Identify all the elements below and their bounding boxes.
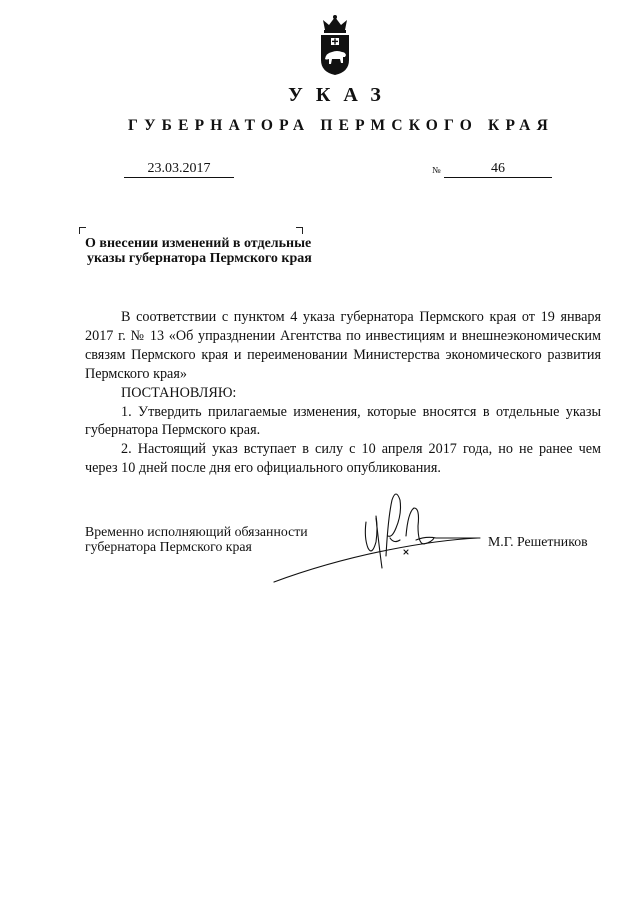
subject-corner-right	[296, 227, 303, 234]
perm-krai-coat-of-arms-icon	[317, 14, 353, 76]
document-issuer: ГУБЕРНАТОРА ПЕРМСКОГО КРАЯ	[128, 117, 554, 134]
item-1-paragraph: 1. Утвердить прилагаемые изменения, которые вносятся в отдельные указы губернатора Пермского края.	[85, 403, 601, 439]
document-title: УКАЗ	[288, 84, 394, 106]
subject-line-1: О внесении изменений в отдельные	[85, 236, 312, 251]
position-line-1: Временно исполняющий обязанности	[85, 524, 308, 539]
handwritten-signature-icon	[268, 478, 498, 590]
preamble-paragraph: В соответствии с пунктом 4 указа губернатора Пермского края от 19 января 2017 г. № 13 «Об упразднении Агентства по инвестициям и внешнеэкономическим связям Пермского края и переименовании Министерства экономического развития Пермского края»	[85, 309, 601, 382]
document-body	[85, 308, 601, 478]
position-line-2: губернатора Пермского края	[85, 539, 252, 554]
document-subject	[85, 236, 345, 266]
item-2-paragraph: 2. Настоящий указ вступает в силу с 10 апреля 2017 года, но не ранее чем через 10 дней после дня его официального опубликования.	[85, 441, 601, 477]
signatory-name: М.Г. Решетников	[488, 534, 588, 549]
resolve-heading: ПОСТАНОВЛЯЮ:	[121, 384, 237, 401]
document-date: 23.03.2017	[124, 160, 234, 178]
document-number: 46	[444, 160, 552, 178]
subject-corner-left	[79, 227, 86, 234]
subject-line-2: указы губернатора Пермского края	[87, 251, 312, 266]
number-label: №	[432, 165, 441, 175]
